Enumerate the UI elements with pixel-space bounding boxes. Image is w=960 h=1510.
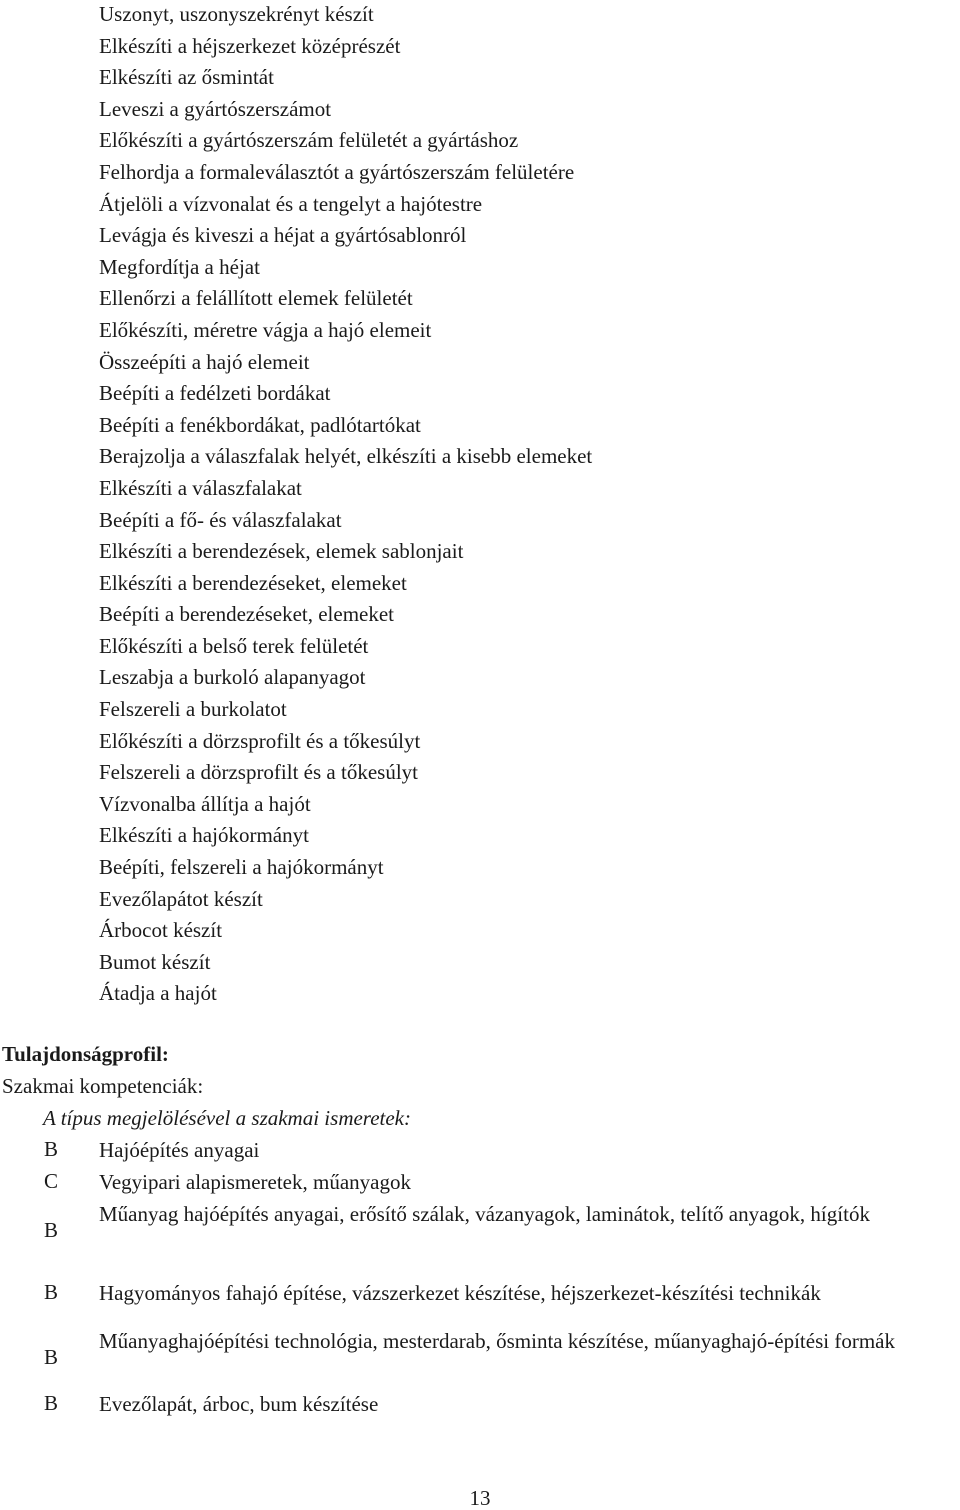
skill-level: B	[44, 1280, 59, 1304]
task-item: Beépíti a fő- és válaszfalakat	[99, 507, 342, 532]
skill-text: Vegyipari alapismeretek, műanyagok	[99, 1170, 411, 1194]
skill-text: Műanyag hajóépítés anyagai, erősítő szálak, vázanyagok, laminátok, telítő anyagok, hígítók	[99, 1202, 870, 1226]
task-item: Összeépíti a hajó elemeit	[99, 349, 310, 374]
task-list	[99, 0, 592, 1011]
skill-text: Evezőlapát, árboc, bum készítése	[99, 1392, 379, 1416]
task-item: Átadja a hajót	[99, 981, 217, 1006]
skill-level: B	[44, 1218, 59, 1242]
task-item: Beépíti a berendezéseket, elemeket	[99, 602, 395, 627]
task-item: Elkészíti a berendezéseket, elemeket	[99, 570, 407, 595]
task-item: Felszereli a burkolatot	[99, 697, 287, 722]
task-item: Előkészíti a gyártószerszám felületét a gyártáshoz	[99, 128, 519, 153]
page-number: 13	[469, 1486, 491, 1510]
task-item: Felhordja a formaleválasztót a gyártószerszám felületére	[99, 159, 575, 184]
task-item: Berajzolja a válaszfalak helyét, elkészíti a kisebb elemeket	[99, 444, 593, 469]
profile-title: Tulajdonságprofil:	[2, 1042, 169, 1066]
task-item: Leszabja a burkoló alapanyagot	[99, 665, 366, 690]
task-item: Előkészíti, méretre vágja a hajó elemeit	[99, 317, 432, 342]
skill-level: B	[44, 1137, 59, 1161]
task-item: Megfordítja a héjat	[99, 254, 260, 279]
task-item: Vízvonalba állítja a hajót	[99, 791, 311, 816]
task-item: Evezőlapátot készít	[99, 886, 263, 911]
task-item: Leveszi a gyártószerszámot	[99, 96, 332, 121]
task-item: Beépíti a fedélzeti bordákat	[99, 381, 331, 406]
task-item: Elkészíti a hajókormányt	[99, 823, 309, 848]
task-item: Árbocot készít	[99, 918, 223, 943]
task-item: Elkészíti a berendezések, elemek sablonjait	[99, 539, 464, 564]
task-item: Felszereli a dörzsprofilt és a tőkesúlyt	[99, 760, 418, 785]
task-item: Elkészíti a héjszerkezet középrészét	[99, 33, 401, 58]
task-item: Elkészíti az ősmintát	[99, 65, 274, 90]
task-item: Beépíti, felszereli a hajókormányt	[99, 855, 384, 880]
task-item: Előkészíti a belső terek felületét	[99, 633, 369, 658]
task-item: Bumot készít	[99, 949, 211, 974]
task-item: Előkészíti a dörzsprofilt és a tőkesúlyt	[99, 728, 421, 753]
skill-level: C	[44, 1169, 59, 1193]
skill-level: B	[44, 1345, 59, 1369]
profile-subtitle: Szakmai kompetenciák:	[2, 1074, 204, 1098]
knowledge-group-heading: A típus megjelölésével a szakmai ismeretek:	[43, 1106, 411, 1130]
task-item: Beépíti a fenékbordákat, padlótartókat	[99, 412, 421, 437]
skill-text: Hajóépítés anyagai	[99, 1138, 260, 1162]
task-item: Elkészíti a válaszfalakat	[99, 475, 302, 500]
task-item: Uszonyt, uszonyszekrényt készít	[99, 2, 374, 26]
task-item: Átjelöli a vízvonalat és a tengelyt a hajótestre	[99, 191, 483, 216]
task-item: Ellenőrzi a felállított elemek felületét	[99, 286, 413, 311]
task-item: Levágja és kiveszi a héjat a gyártósablonról	[99, 223, 467, 248]
skill-text: Műanyaghajóépítési technológia, mesterdarab, ősminta készítése, műanyaghajó-építési formák	[99, 1329, 895, 1353]
skill-level: B	[44, 1391, 59, 1415]
skill-text: Hagyományos fahajó építése, vázszerkezet készítése, héjszerkezet-készítési technikák	[99, 1281, 821, 1305]
